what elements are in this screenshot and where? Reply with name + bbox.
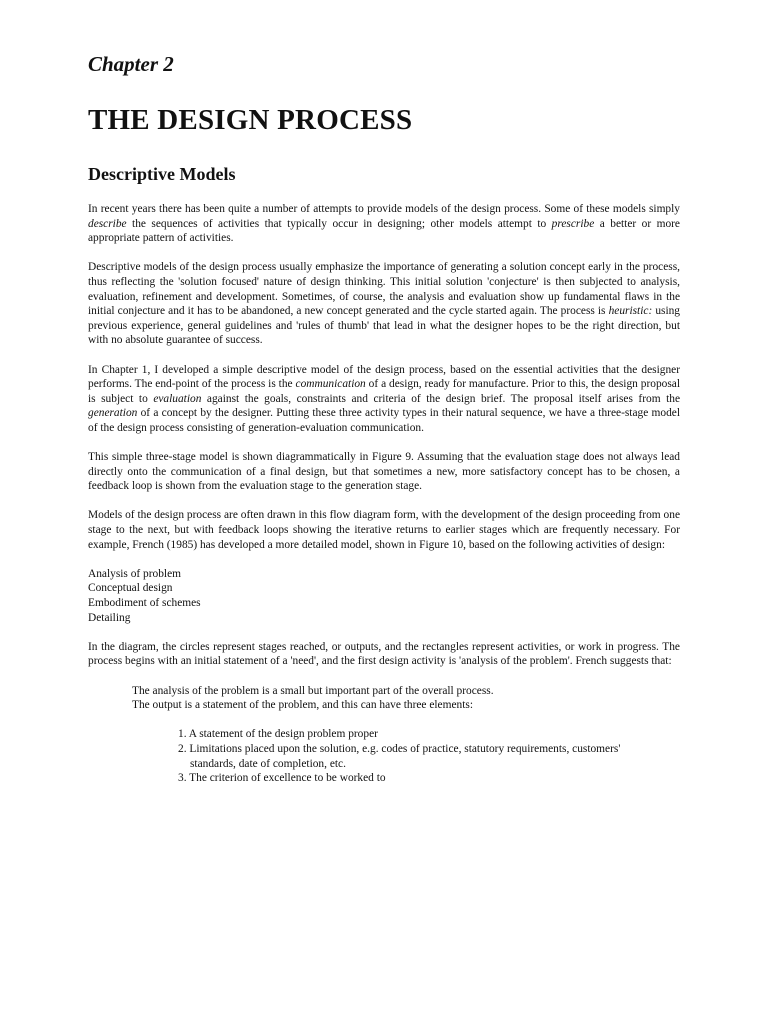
text-run: the sequences of activities that typically occur in designing; other models attempt to [126,217,552,230]
list-item: Analysis of problem [88,567,182,580]
paragraph-6: In the diagram, the circles represent stages reached, or outputs, and the rectangles represent activities, or work in progress. The process begins with an initial statement of a 'need', and the first design activity is 'analysis of the problem'. French suggests that: [88,640,680,668]
emphasis-communication: communication [295,378,366,391]
list-item [178,771,680,786]
text-run: of a design, ready for manufacture. Prior to this, the design proposal is subject to [88,378,681,405]
list-item-text: 2. Limitations placed upon the solution, e.g. codes of practice, statutory requirements, customers' [178,742,621,755]
activities-list [88,567,680,625]
text-run: In recent years there has been quite a number of attempts to provide models of the design process. Some of these models simply [88,203,680,215]
list-item: Conceptual design [88,582,173,595]
quote-line-2: The output is a statement of the problem, and this can have three elements: [132,699,473,712]
list-item: Detailing [88,611,131,624]
paragraph-3 [88,363,680,436]
text-run: using previous experience, general guidelines and 'rules of thumb' that lead in what the designer hopes to be the right direction, but with no absolute guarantee of success. [88,305,680,347]
emphasis-prescribe: prescribe [551,217,595,230]
elements-list [178,727,680,785]
emphasis-generation: generation [88,407,138,420]
text-run: of a concept by the designer. Putting these three activity types in their natural sequence, we have a three-stage model of the design process consisting of generation-evaluation communication. [88,407,680,434]
text-run: a better or more appropriate pattern of activities. [88,217,680,245]
quote-line-1: The analysis of the problem is a small but important part of the overall process. [132,684,494,697]
page-title: THE DESIGN PROCESS [88,104,413,136]
paragraph-4: This simple three-stage model is shown diagrammatically in Figure 9. Assuming that the evaluation stage does not always lead directly onto the communication of a final design, but that sometimes a new, more satisfactory concept has to be chosen, a feedback loop is shown from the evaluation stage to the generation stage. [88,451,680,493]
chapter-label: Chapter 2 [88,52,174,76]
paragraph-5: Models of the design process are often drawn in this flow diagram form, with the development of the design proceeding from one stage to the next, but with feedback loops showing the iterative returns to earlier stages which are frequently necessary. For example, French (1985) has developed a more detailed model, shown in Figure 10, based on the following activities of design: [88,509,680,551]
list-item-text: 1. A statement of the design problem proper [178,728,378,741]
body-text [88,202,680,786]
list-item [178,742,680,771]
text-run: against the goals, constraints and criteria of the design brief. The proposal itself arises from the [201,392,680,405]
block-quote [132,684,680,713]
list-item-text: 3. The criterion of excellence to be worked to [178,772,386,785]
emphasis-evaluation: evaluation [153,392,202,405]
text-run: Descriptive models of the design process usually emphasize the importance of generating a solution concept early in the process, thus reflecting the 'solution focused' nature of design thinking. This initial solution 'conjecture' is then subjected to analysis, evaluation, refinement and development. Sometimes, of course, the analysis and evaluation show up fundamental flaws in the initial conjecture and it has to be abandoned, a new concept generated and the cycle started again. The process is [88,261,680,318]
paragraph-2 [88,260,680,348]
list-item-continuation: standards, date of completion, etc. [190,757,346,770]
emphasis-describe: describe [88,217,127,230]
list-item: Embodiment of schemes [88,597,201,610]
emphasis-heuristic: heuristic: [608,305,653,318]
text-run: In Chapter 1, I developed a simple descriptive model of the design process, based on the essential activities that the designer performs. The end-point of the process is the [88,363,680,391]
list-item [178,727,680,742]
paragraph-1 [88,202,680,246]
section-heading: Descriptive Models [88,164,236,184]
